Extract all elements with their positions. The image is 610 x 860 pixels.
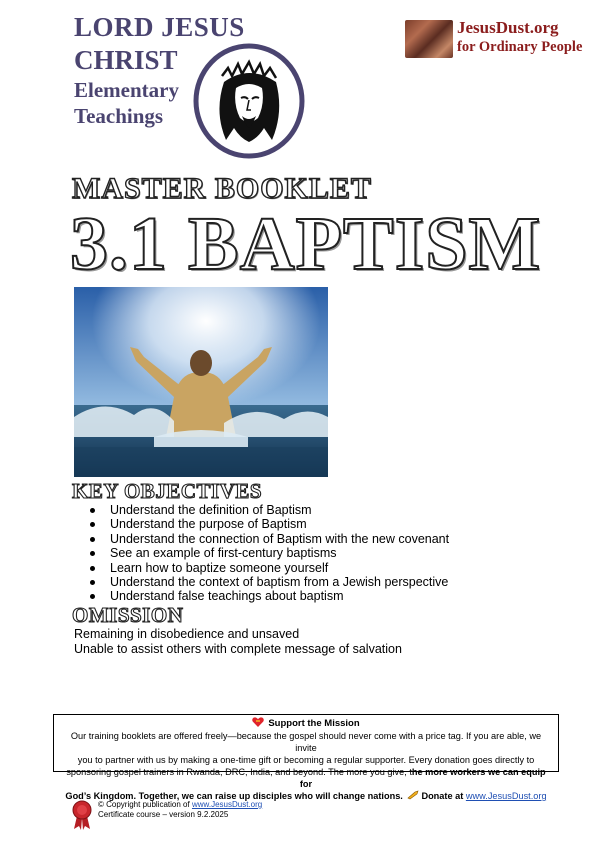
pointing-hand-icon [407, 790, 419, 800]
support-emphasis: God’s Kingdom. Together, we can raise up disciples who will change nations. [65, 791, 403, 801]
list-item: Learn how to baptize someone yourself [80, 561, 449, 575]
brand-line-1: LORD JESUS [74, 12, 245, 42]
list-item: Understand the context of baptism from a Jewish perspective [80, 575, 449, 589]
support-line: Our training booklets are offered freely—because the gospel should never come with a price tag. If you are able, we invite [70, 731, 542, 753]
list-item: See an example of first-century baptisms [80, 546, 449, 560]
donate-label: Donate at [421, 791, 464, 801]
brand-line-2: CHRIST [74, 45, 178, 75]
brand-line-4: Teachings [74, 104, 164, 128]
list-item: Understand false teachings about baptism [80, 589, 449, 603]
copyright-text: © Copyright publication of [98, 800, 190, 809]
partner-tagline: for Ordinary People [457, 39, 583, 55]
heart-icon [252, 717, 264, 727]
support-title-row [60, 717, 552, 730]
copyright-line [98, 800, 262, 810]
support-line: you to partner with us by making a one-time gift or becoming a regular supporter. Every donation goes directly to [77, 755, 535, 765]
support-title: Support the Mission [268, 718, 360, 729]
omission-line: Remaining in disobedience and unsaved [74, 627, 300, 641]
key-objectives-list [80, 503, 449, 604]
omission-heading: OMISSION [72, 603, 184, 627]
brand-line-3: Elementary [74, 78, 179, 102]
omission-text [74, 627, 402, 657]
support-box [53, 714, 559, 801]
key-objectives-heading: KEY OBJECTIVES [72, 479, 263, 503]
jesusdust-photo-logo [405, 20, 453, 58]
jesus-portrait-logo [192, 42, 306, 160]
booklet-kicker: MASTER BOOKLET [72, 172, 372, 205]
copyright-link[interactable]: www.JesusDust.org [191, 800, 263, 809]
award-ribbon-icon [72, 800, 92, 830]
brand-logo-left [74, 14, 304, 164]
list-item: Understand the definition of Baptism [80, 503, 449, 517]
support-emphasis: he more workers we can equip for [299, 767, 546, 789]
list-item: Understand the connection of Baptism with the new covenant [80, 532, 449, 546]
partner-site: JesusDust.org [457, 18, 559, 37]
support-line-text: sponsoring gospel trainers in Rwanda, DRC, India, and beyond. The more you give, t [66, 767, 412, 777]
version-text: Certificate course – version 9.2.2025 [98, 810, 229, 819]
omission-line: Unable to assist others with complete message of salvation [74, 642, 402, 656]
donate-link[interactable]: www.JesusDust.org [465, 791, 547, 801]
page-title: 3.1 BAPTISM [70, 202, 542, 286]
support-line [60, 766, 552, 790]
baptism-photo [74, 287, 328, 477]
brand-logo-right [405, 18, 591, 60]
footer [98, 800, 262, 820]
list-item: Understand the purpose of Baptism [80, 517, 449, 531]
